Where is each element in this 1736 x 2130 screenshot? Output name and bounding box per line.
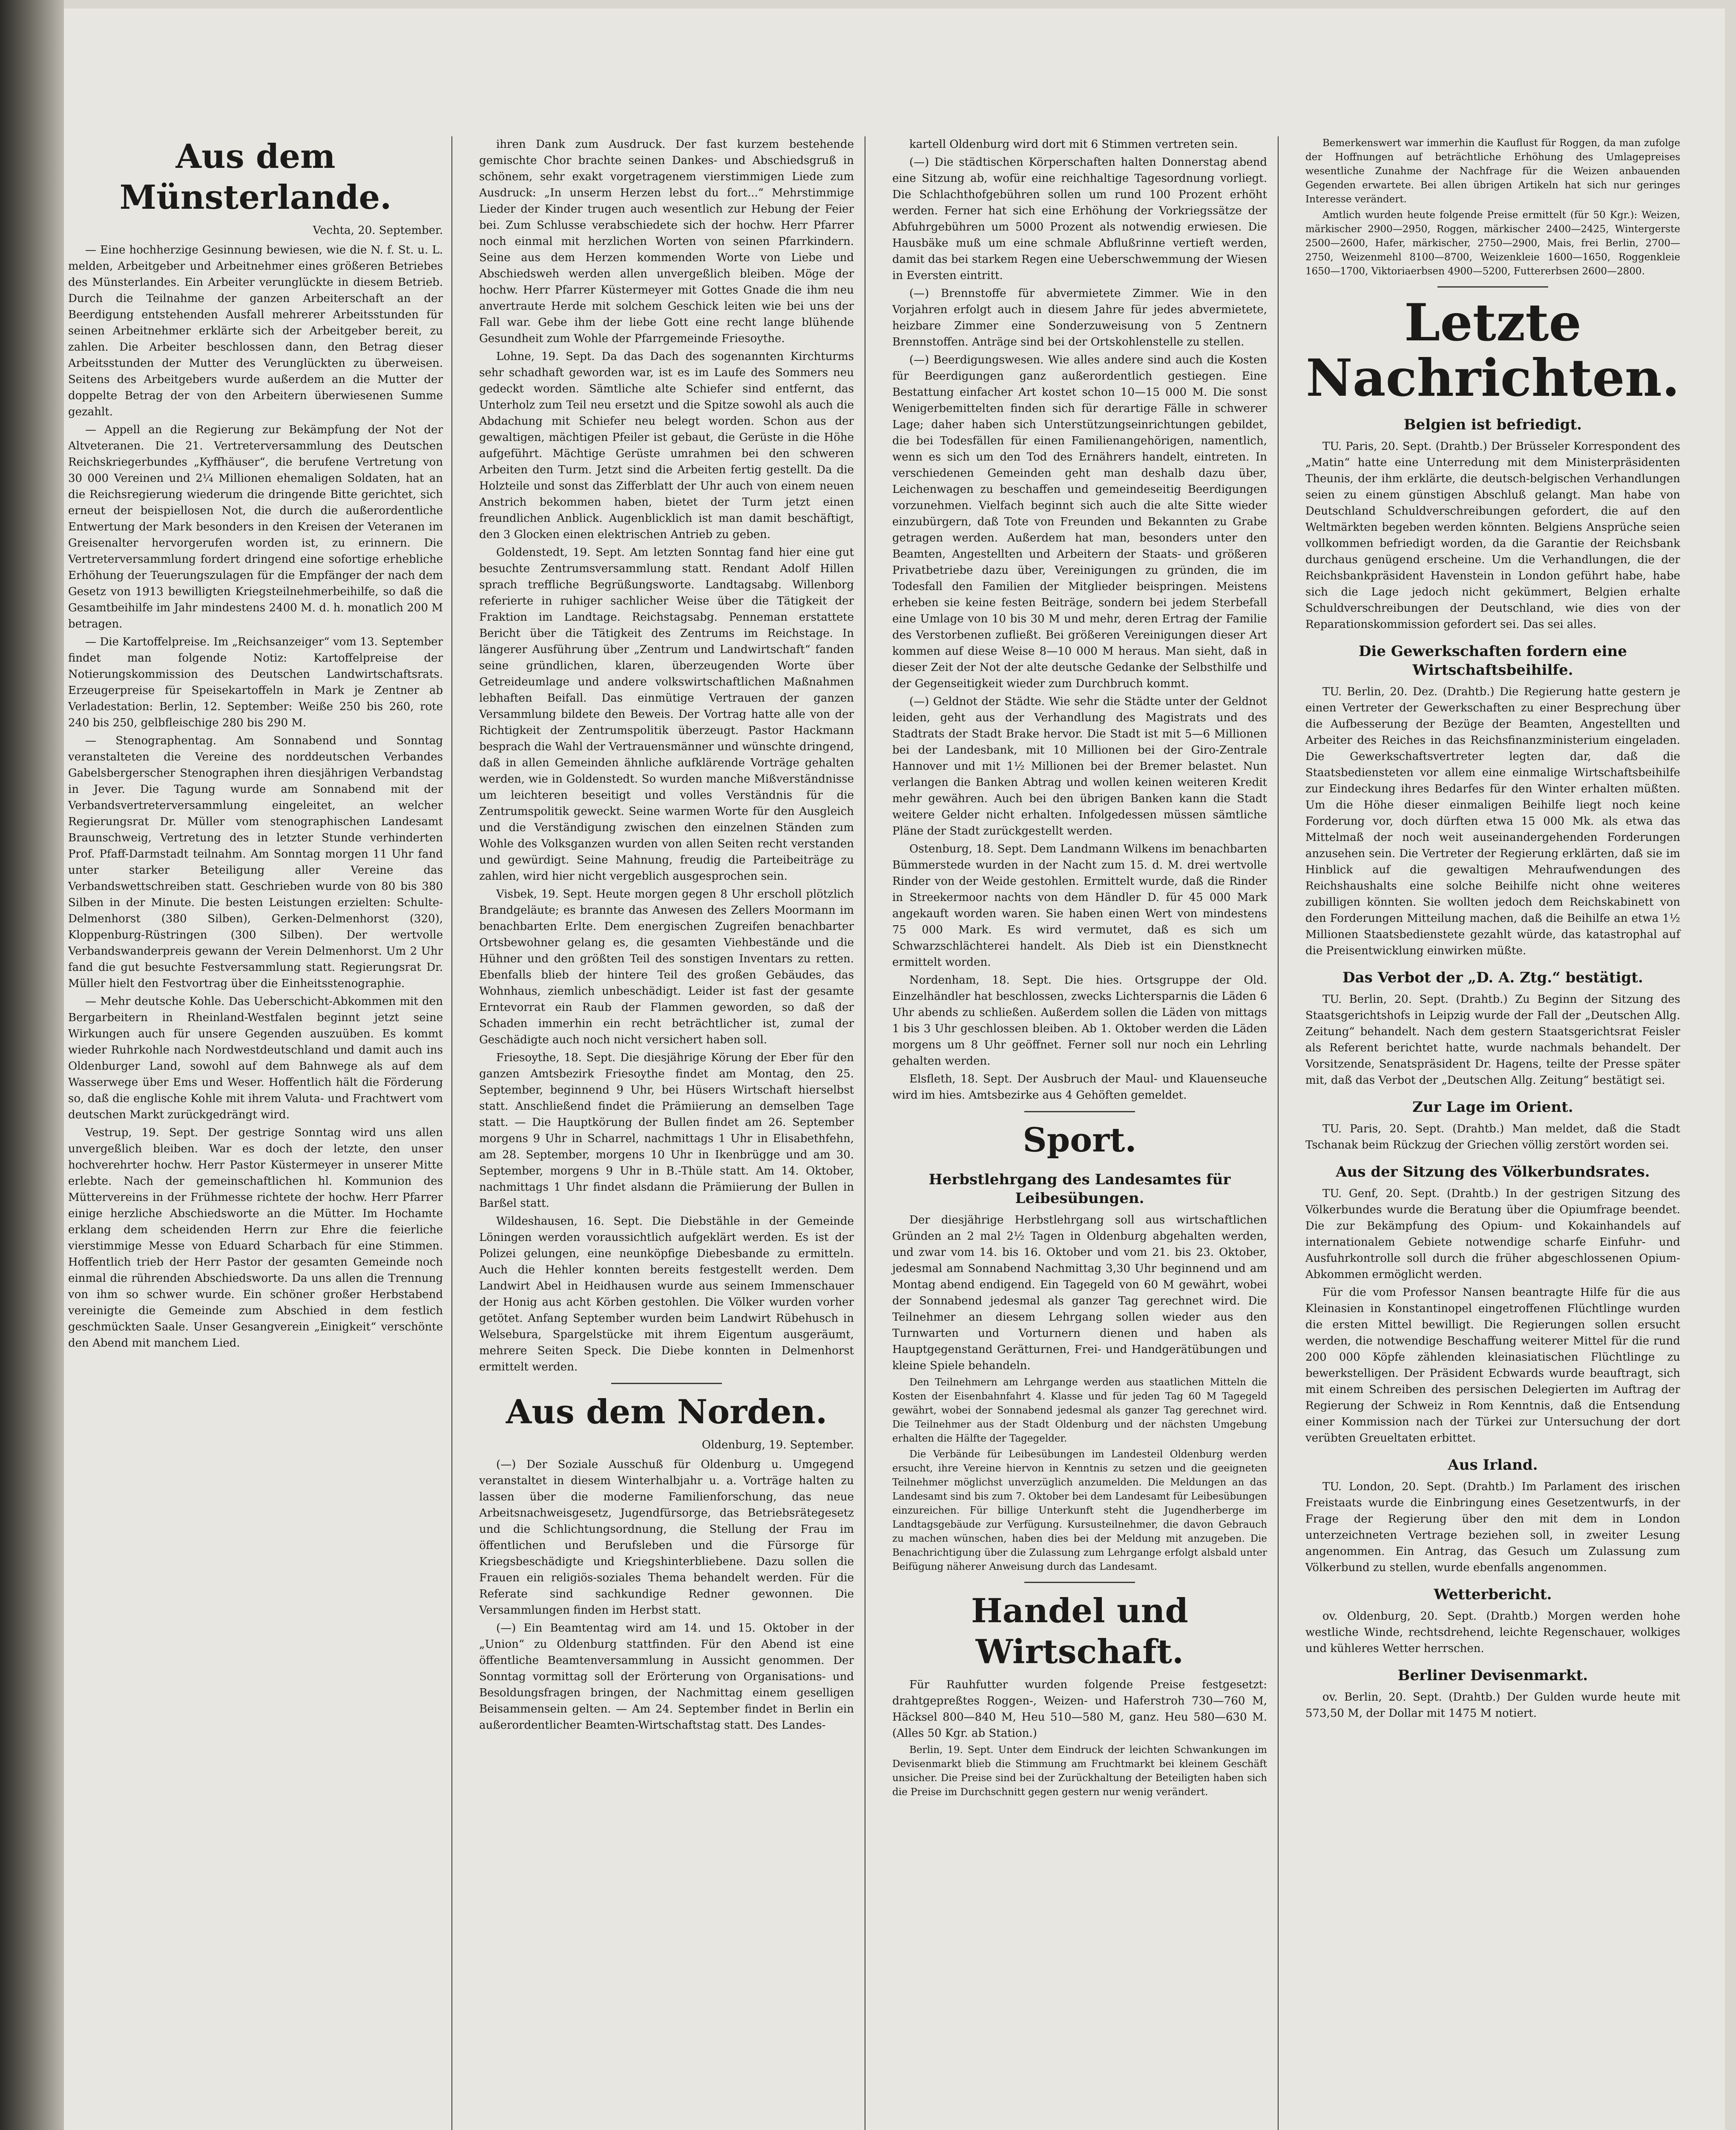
article-paragraph: (—) Die städtischen Körperschaften halten Donnerstag abend eine Sitzung ab, wofür eine reichhaltige Tagesordnung vorliegt. Die Schlachthofgebühren sollen um rund 100 Prozent erhöht werden. Ferner hat sich eine Erhöhung der Vorkriegssätze der Abfuhrgebühren um 5000 Prozent als notwendig erwiesen. Die Hausbäke muß um eine schmale Abflußrinne vertieft werden, damit das bei starkem Regen eine Ueberschwemmung der Wiesen in Eversten eintritt. [892, 156, 1267, 282]
article-paragraph: Friesoythe, 18. Sept. Die diesjährige Körung der Eber für den ganzen Amtsbezirk Friesoythe findet am Montag, den 25. September, beginnend 9 Uhr, bei Hüsers Wirtschaft hierselbst statt. Anschließend findet die Prämiierung an demselben Tage statt. — Die Hauptkörung der Bullen findet am 26. September morgens 9 Uhr in Scharrel, nachmittags 1 Uhr in Elisabethfehn, am 28. September, morgens 10 Uhr in Ikenbrügge und am 30. September, morgens 9 Uhr in B.-Thüle statt. Am 14. Oktober, nachmittags 1 Uhr findet alsdann die Prämiierung der Bullen in Barßel statt. [479, 1051, 854, 1210]
article-paragraph: Für Rauhfutter wurden folgende Preise festgesetzt: drahtgepreßtes Roggen-, Weizen- und Haferstroh 730—760 M, Häcksel 800—840 M, Heu 510—580 M, ganz. Heu 580—630 M. (Alles 50 Kgr. ab Station.) [892, 1678, 1267, 1740]
column-rule [1278, 136, 1279, 2130]
article-paragraph: kartell Oldenburg wird dort mit 6 Stimmen vertreten sein. [909, 138, 1238, 151]
article-paragraph: Vestrup, 19. Sept. Der gestrige Sonntag wird uns allen unvergeßlich bleiben. War es doch der letzte, den unser hochverehrter hochw. Herr Pastor Küstermeyer in unserer Mitte erlebte. Nach der gemeinschaftlichen hl. Kommunion des Müttervereins in der Frühmesse richtete der hochw. Herr Pfarrer einige herzliche Abschiedsworte an die Mütter. Im Hochamte erklang dem scheidenden Herrn zur Ehre die feierliche vierstimmige Messe von Eduard Scharbach für eine Stimmen. Hoffentlich trieb der Herr Pastor der gesamten Gemeinde noch einmal die rührenden Abschiedsworte. Da uns allen die Trennung von ihm so schwer wurde. Ein schöner großer Herbstabend vereinigte die Gemeinde zum Abschied in dem festlich geschmückten Saale. Unser Gesangverein „Einigkeit“ verschönte den Abend mit manchem Lied. [68, 1126, 443, 1350]
article-paragraph: ihren Dank zum Ausdruck. Der fast kurzem bestehende gemischte Chor brachte seinen Dankes- und Abschiedsgruß in schönem, sehr exakt vorgetragenem vierstimmigen Liede zum Ausdruck: „In unserm Herzen lebst du fort...“ Mehrstimmige Lieder der Kinder trugen auch wesentlich zur Hebung der Feier bei. Zum Schlusse verabschiedete sich der hochw. Herr Pfarrer noch einmal mit herzlichen Worten von seinen Pfarrkindern. Seine aus dem Herzen kommenden Worte von Liebe und Abschiedsweh werden allen unvergeßlich bleiben. Möge der hochw. Herr Pfarrer Küstermeyer mit Gottes Gnade die ihm neu anvertraute Herde mit solchem Geschick leiten wie bei uns der Fall war. Gebe ihm der liebe Gott eine recht lange blühende Gesundheit zum Wohle der Pfarrgemeinde Friesoythe. [479, 138, 854, 345]
article-headline: Herbstlehrgang des Landesamtes für Leibesübungen. [928, 1171, 1231, 1207]
column-2 [479, 136, 854, 1735]
article-paragraph: (—) Geldnot der Städte. Wie sehr die Städte unter der Geldnot leiden, geht aus der Verhandlung des Magistrats und des Stadtrats der Stadt Brake hervor. Die Stadt ist mit 5—6 Millionen bei der Landesbank, mit 10 Millionen bei der Giro-Zentrale Hannover und mit 1½ Millionen bei der Bremer belastet. Nun verlangen die Banken Abtrag und wollen keinen weiteren Kredit mehr gewähren. Auch bei den übrigen Banken kann die Stadt weitere Gelder nicht erhalten. Infolgedessen müssen sämtliche Pläne der Stadt zurückgestellt werden. [892, 695, 1267, 838]
column-4 [1305, 136, 1680, 1723]
article-paragraph: Für die vom Professor Nansen beantragte Hilfe für die aus Kleinasien in Konstantinopel eingetroffenen Flüchtlinge wurden die ersten Mittel bewilligt. Die Regierungen sollen ersucht werden, die notwendige Beschaffung weiterer Mittel für die rund 200 000 Köpfe zählenden kleinasiatischen Flüchtlinge zu bewerkstelligen. Der Präsident Ecbwards wurde beauftragt, sich mit einem Schreiben des persischen Delegierten im Auftrag der Regierung der Schweiz in Rom Kenntnis, daß die Entsendung einer Kommission nach der Türkei zur Untersuchung der dort verübten Greueltaten erbittet. [1305, 1286, 1680, 1445]
dateline: Vechta, 20. September. [313, 224, 443, 237]
article-paragraph: Der diesjährige Herbstlehrgang soll aus wirtschaftlichen Gründen an 2 mal 2½ Tagen in Oldenburg abgehalten werden, und zwar vom 14. bis 16. Oktober und vom 21. bis 23. Oktober, jedesmal am Sonnabend Nachmittag 3,30 Uhr beginnend und am Montag abend endigend. Ein Tagegeld von 60 M gewährt, wobei der Sonnabend jedesmal als ganzer Tag gerechnet wird. Die Teilnehmer an diesem Lehrgang sollen wieder aus den Turnwarten und Vorturnern dienen und haben als Hauptgegenstand Gerätturnen, Frei- und Handgerätübungen und kleine Spiele behandeln. [892, 1214, 1267, 1372]
article-paragraph: Lohne, 19. Sept. Da das Dach des sogenannten Kirchturms sehr schadhaft geworden war, ist es im Laufe des Sommers neu gedeckt worden. Sämtliche alte Schiefer sind entfernt, das Unterholz zum Teil neu ersetzt und die Spitze sowohl als auch die Abdachung mit Schiefer neu belegt worden. Schon aus der gewaltigen, mächtigen Pfeiler ist gebaut, die Gerüste in die Höhe aufgeführt. Mächtige Gerüste umrahmen bei den schweren Arbeiten den Turm. Jetzt sind die Arbeiten fertig gestellt. Da die Holzteile und sonst das Zifferblatt der Uhr auch von einem neuen Anstrich bekommen haben, bietet der Turm jetzt einen freundlichen Anblick. Augenblicklich ist man damit beschäftigt, den 3 Glocken einen elektrischen Antrieb zu geben. [479, 350, 854, 541]
article-paragraph: Berlin, 19. Sept. Unter dem Eindruck der leichten Schwankungen im Devisenmarkt blieb die Stimmung am Fruchtmarkt bei kleinem Geschäft unsicher. Die Preise sind bei der Zurückhaltung der Beteiligten haben sich die Preise im Durchschnitt gegen gestern nur wenig verändert. [892, 1744, 1267, 1798]
book-binding-shadow [0, 0, 64, 2130]
section-divider [1437, 286, 1548, 288]
article-paragraph: Amtlich wurden heute folgende Preise ermittelt (für 50 Kgr.): Weizen, märkischer 2900—2950, Roggen, märkischer 2400—2425, Wintergerste 2500—2600, Hafer, märkischer, 2750—2900, Mais, frei Berlin, 2700—2750, Weizenmehl 8100—8700, Weizenkleie 1600—1650, Roggenkleie 1650—1700, Viktoriaerbsen 4900—5200, Futtererbsen 2600—2800. [1305, 210, 1680, 277]
article-paragraph: Nordenham, 18. Sept. Die hies. Ortsgruppe der Old. Einzelhändler hat beschlossen, zwecks Lichtersparnis die Läden 6 Uhr abends zu schließen. Außerdem sollen die Läden von mittags 1 bis 3 Uhr geschlossen bleiben. Ab 1. Oktober werden die Läden morgens um 8 Uhr geöffnet. Ferner soll nur noch ein Lehrling gehalten werden. [892, 974, 1267, 1068]
article-headline: Wetterbericht. [1434, 1586, 1552, 1603]
article-paragraph: — Appell an die Regierung zur Bekämpfung der Not der Altveteranen. Die 21. Vertreterversammlung des Deutschen Reichskriegerbundes „Kyffhäuser“, die berufene Vertretung von 30 000 Vereinen und 2¼ Millionen ehemaligen Soldaten, hat an die Reichsregierung wiederum die dringende Bitte gerichtet, sich erneut der beispiellosen Not, die durch die außerordentliche Entwertung der Mark besonders in den Kreisen der Veteranen im Greisenalter hervorgerufen worden ist, zu erinnern. Die Vertreterversammlung fordert dringend eine sofortige erhebliche Erhöhung der Teuerungszulagen für die Empfänger der nach dem Gesetz von 1913 bewilligten Kriegsteilnehmerbeihilfe, so daß die Gesamtbeihilfe im Jahr mindestens 2400 M. d. h. monatlich 200 M betragen. [68, 423, 443, 630]
article-paragraph: Ostenburg, 18. Sept. Dem Landmann Wilkens im benachbarten Bümmerstede wurden in der Nacht zum 15. d. M. drei wertvolle Rinder von der Weide gestohlen. Ermittelt wurde, daß die Rinder in Streekermoor nachts von dem Händler D. für 45 000 Mark angekauft worden waren. Sie haben einen Wert von mindestens 75 000 Mark. Es wird vermutet, daß es sich um Schwarzschlächterei handelt. Als Dieb ist ein Dienstknecht ermittelt worden. [892, 843, 1267, 969]
article-paragraph: TU. Berlin, 20. Sept. (Drahtb.) Zu Beginn der Sitzung des Staatsgerichtshofs in Leipzig wurde der Fall der „Deutschen Allg. Zeitung“ behandelt. Nach dem gestern Staatsgerichtsrat Feisler als Referent berichtet hatte, wurde nachmals behandelt. Der Vorsitzende, Senatspräsident Dr. Hagens, teilte der Presse später mit, daß das Verbot der „Deutschen Allg. Zeitung“ bestätigt sei. [1305, 993, 1680, 1087]
article-paragraph: (—) Beerdigungswesen. Wie alles andere sind auch die Kosten für Beerdigungen ganz außerordentlich gestiegen. Eine Bestattung einfacher Art kostet schon 10—15 000 M. Die sonst Wenigerbemittelten finden sich für derartige Fälle in schwerer Lage; daher haben sich Unterstützungseinrichtungen gebildet, die bei Todesfällen für einen Familienangehörigen, namentlich, wenn es sich um den Tod des Ernährers handelt, eintreten. In verschiedenen Gemeinden geht man deshalb dazu über, Leichenwagen zu beschaffen und gemeindeseitig Beerdigungen vorzunehmen. Vielfach beginnt sich auch die alte Sitte wieder einzubürgern, daß Tote von Freunden und Bekannten zu Grabe getragen werden. Außerdem hat man, besonders unter den Beamten, Angestellten und Arbeitern der Staats- und größeren Privatbetriebe dazu über, Vereinigungen zu gründen, die im Todesfall den Familien der Mitglieder beispringen. Meistens erheben sie keine festen Beiträge, sondern bei jedem Sterbefall eine Umlage von 10 bis 30 M und mehr, deren Ertrag der Familie des Verstorbenen zufließt. Bei größeren Vereinigungen dieser Art kommen auf diese Weise 8—10 000 M heraus. Man sieht, daß in dieser Zeit der Not der alte deutsche Gedanke der Selbsthilfe und der Gegenseitigkeit wieder zum Durchbruch kommt. [892, 354, 1267, 690]
article-paragraph: Wildeshausen, 16. Sept. Die Diebstähle in der Gemeinde Löningen werden voraussichtlich aufgeklärt werden. Es ist der Polizei gelungen, eine neunköpfige Diebesbande zu ermitteln. Auch die Hehler konnten bereits festgestellt werden. Dem Landwirt Abel in Heidhausen wurde aus seinem Immenschauer der Honig aus acht Körben gestohlen. Die Völker wurden vorher getötet. Anfang September wurden beim Landwirt Rübehusch in Welsebura, Spargelstücke mit ihrem Eigentum ausgeräumt, mehrere Seiten Speck. Die Diebe konnten in Delmenhorst ermittelt werden. [479, 1215, 854, 1373]
article-headline: Zur Lage im Orient. [1412, 1099, 1573, 1116]
section-title: Letzte Nachrichten. [1306, 293, 1680, 408]
article-paragraph: Visbek, 19. Sept. Heute morgen gegen 8 Uhr erscholl plötzlich Brandgeläute; es brannte das Anwesen des Zellers Moormann im benachbarten Erlte. Dem energischen Zugreifen benachbarter Ortsbewohner gelang es, die gesamten Viehbestände und die Hühner und den größten Teil des sonstigen Inventars zu retten. Ebenfalls blieb der hintere Teil des großen Gebäudes, das Wohnhaus, ziemlich unbeschädigt. Leider ist fast der gesamte Erntevorrat ein Raub der Flammen geworden, so daß der Schaden immerhin ein recht beträchtlicher ist, zumal der Geschädigte auch noch nicht versichert haben soll. [479, 888, 854, 1046]
column-rule [451, 136, 452, 2130]
article-paragraph: — Mehr deutsche Kohle. Das Ueberschicht-Abkommen mit den Bergarbeitern in Rheinland-Westfalen beginnt jetzt seine Wirkungen auch für unsere Gegenden auszuüben. Es kommt wieder Ruhrkohle nach Nordwestdeutschland und damit auch ins Oldenburger Land, sowohl auf dem Bahnwege als auf dem Wasserwege über Ems und Weser. Hoffentlich hält die Förderung so, daß die englische Kohle mit ihrem Valuta- und Frachtwert vom deutschen Markt zurückgedrängt wird. [68, 995, 443, 1121]
column-1 [68, 136, 443, 1353]
article-paragraph: Bemerkenswert war immerhin die Kauflust für Roggen, da man zufolge der Hoffnungen auf beträchtliche Erhöhung des Umlagepreises wesentliche Zunahme der Nachfrage für die Weizen anbauenden Gegenden erwartete. Bei allen übrigen Artikeln hat sich nur geringes Interesse verändert. [1305, 138, 1680, 205]
article-headline: Das Verbot der „D. A. Ztg.“ bestätigt. [1342, 969, 1643, 986]
article-headline: Belgien ist befriedigt. [1403, 416, 1582, 433]
article-paragraph: (—) Der Soziale Ausschuß für Oldenburg u. Umgegend veranstaltet in diesem Winterhalbjahr u. a. Vorträge halten zu lassen über die moderne Familienforschung, das neue Arbeitsnachweisgesetz, Jugendfürsorge, das Betriebsrätegesetz und die Schlichtungsordnung, die Stellung der Frau im öffentlichen und Berufsleben und die Fürsorge für Kriegsbeschädigte und Kriegshinterbliebene. Dazu sollen die Frauen ein religiös-soziales Thema behandelt werden. Für die Referate sind sachkundige Redner gewonnen. Die Versammlungen finden im Herbst statt. [479, 1458, 854, 1617]
article-paragraph: Den Teilnehmern am Lehrgange werden aus staatlichen Mitteln die Kosten der Eisenbahnfahrt 4. Klasse und für jeden Tag 60 M Tagegeld gewährt, wobei der Sonnabend jedesmal als ganzer Tag gerechnet wird. Die Teilnehmer aus der Stadt Oldenburg und der nächsten Umgebung erhalten die Hälfte der Tagegelder. [892, 1377, 1267, 1444]
article-headline: Die Gewerkschaften fordern eine Wirtschaftsbeihilfe. [1358, 643, 1627, 679]
article-headline: Berliner Devisenmarkt. [1397, 1667, 1588, 1684]
article-paragraph: TU. London, 20. Sept. (Drahtb.) Im Parlament des irischen Freistaats wurde die Einbringung eines Gesetzentwurfs, in der Frage der Regierung über den mit dem in London unterzeichneten Vertrage beziehen soll, in zweiter Lesung angenommen. Ein Antrag, das Gesuch um Zulassung zum Völkerbund zu stellen, wurde ebenfalls angenommen. [1305, 1480, 1680, 1574]
section-divider [1024, 1582, 1135, 1583]
article-paragraph: — Die Kartoffelpreise. Im „Reichsanzeiger“ vom 13. September findet man folgende Notiz: Kartoffelpreise der Notierungskommission des Deutschen Landwirtschaftsrats. Erzeugerpreise für Speisekartoffeln in Mark je Zentner ab Verladestation: Berlin, 12. September: Weiße 250 bis 260, rote 240 bis 250, gelbfleischige 280 bis 290 M. [68, 636, 443, 729]
article-paragraph: (—) Ein Beamtentag wird am 14. und 15. Oktober in der „Union“ zu Oldenburg stattfinden. Für den Abend ist eine öffentliche Beamtenversammlung in Aussicht genommen. Der Sonntag vormittag soll der Erörterung von Organisations- und Besoldungsfragen bringen, der Nachmittag einem geselligen Beisammensein gelten. — Am 24. September findet in Berlin ein außerordentlicher Beamten-Wirtschaftstag statt. Des Landes- [479, 1622, 854, 1732]
article-paragraph: (—) Brennstoffe für abvermietete Zimmer. Wie in den Vorjahren erfolgt auch in diesem Jahre für jedes abvermietete, heizbare Zimmer eine Sonderzuweisung von 5 Zentnern Brennstoffen. Anträge sind bei der Ortskohlenstelle zu stellen. [892, 287, 1267, 348]
article-paragraph: TU. Berlin, 20. Dez. (Drahtb.) Die Regierung hatte gestern je einen Vertreter der Gewerkschaften zu einer Besprechung über die Aufbesserung der Bezüge der Beamten, Angestellten und Arbeiter des Reiches in das Reichsfinanzministerium eingeladen. Die Gewerkschaftsvertreter legten dar, daß die Staatsbediensteten vor allem eine einmalige Wirtschaftsbeihilfe zur Eindeckung ihres Bedarfes für den Winter erhalten müßten. Um die Höhe dieser einmaligen Beihilfe liegt noch keine Forderung vor, doch dürften etwa 15 000 Mk. als etwa das Mittelmaß der noch weit auseinandergehenden Forderungen anzusehen sein. Die Vertreter der Regierung erklärten, daß sie im Hinblick auf die gewaltigen Mehraufwendungen des Reichshaushalts eine solche Beihilfe nicht ohne weiteres zubilligen könnten. Sie wollten jedoch dem Reichskabinett von den Forderungen Mitteilung machen, daß die Beihilfe an etwa 1½ Millionen Staatsbedienstete gezahlt würde, das katastrophal auf die Preisentwicklung einwirken müßte. [1305, 685, 1680, 957]
article-headline: Aus Irland. [1448, 1456, 1538, 1474]
article-paragraph: — Stenographentag. Am Sonnabend und Sonntag veranstalteten die Vereine des norddeutschen Verbandes Gabelsbergerscher Stenographen ihren diesjährigen Verbandstag in Jever. Die Tagung wurde am Sonnabend mit der Verbandsvertreterversammlung eingeleitet, an welcher Regierungsrat Dr. Müller vom stenographischen Landesamt Braunschweig, Vertretung des in letzter Stunde verhinderten Prof. Pfaff-Darmstadt teilnahm. Am Sonntag morgen 11 Uhr fand unter starker Beteiligung aller Vereine das Verbandswettschreiben statt. Geschrieben wurde von 80 bis 380 Silben in der Minute. Die besten Leistungen erzielten: Schulte-Delmenhorst (380 Silben), Gerken-Delmenhorst (320), Kloppenburg-Rüstringen (300 Silben). Der wertvolle Verbandswanderpreis gewann der Verein Delmenhorst. Um 2 Uhr fand die gut besuchte Festversammlung statt. Regierungsrat Dr. Müller hielt den Festvortrag über die Einheitsstenographie. [68, 734, 443, 990]
article-paragraph: Elsfleth, 18. Sept. Der Ausbruch der Maul- und Klauenseuche wird im hies. Amtsbezirke aus 4 Gehöften gemeldet. [892, 1073, 1267, 1102]
section-title: Aus dem Norden. [506, 1393, 828, 1431]
article-paragraph: TU. Paris, 20. Sept. (Drahtb.) Der Brüsseler Korrespondent des „Matin“ hatte eine Unterredung mit dem Ministerpräsidenten Theunis, der ihm erklärte, die deutsch-belgischen Verhandlungen seien zu einem günstigen Abschluß gelangt. Man habe von Deutschland Schuldverschreibungen gefordert, die auf den Weltmärkten begeben werden könnten. Belgiens Ansprüche seien vollkommen befriedigt worden, da die Garantie der Reichsbank durchaus genügend erscheine. Um die Verhandlungen, die der Reichsbankpräsident Havenstein in London geführt habe, habe sich die Lage jedoch nicht gekümmert, Belgien erhalte Schuldverschreibungen der Deutschland, wie dies von der Reparationskommission gefordert sei. Das sei alles. [1305, 440, 1680, 631]
article-paragraph: Die Verbände für Leibesübungen im Landesteil Oldenburg werden ersucht, ihre Vereine hiervon in Kenntnis zu setzen und die geeigneten Teilnehmer möglichst unverzüglich anzumelden. Die Meldungen an das Landesamt sind bis zum 7. Oktober bei dem Landesamt für Leibesübungen einzureichen. Für billige Unterkunft steht die Jugendherberge im Landtagsgebäude zur Verfügung. Kursusteilnehmer, die davon Gebrauch zu machen wünschen, haben dies bei der Meldung mit anzugeben. Die Benachrichtigung über die Zulassung zum Lehrgange erfolgt alsbald unter Beifügung näherer Anweisung durch das Landesamt. [892, 1449, 1267, 1572]
newspaper-page [64, 9, 1725, 2130]
article-headline: Aus der Sitzung des Völkerbundsrates. [1336, 1163, 1650, 1180]
dateline: Oldenburg, 19. September. [701, 1439, 854, 1451]
section-title: Aus dem Münsterlande. [119, 137, 392, 217]
section-title: Handel und Wirtschaft. [971, 1592, 1188, 1671]
article-paragraph: TU. Genf, 20. Sept. (Drahtb.) In der gestrigen Sitzung des Völkerbundes wurde die Beratung über die Opiumfrage beendet. Die zur Bekämpfung des Opium- und Kokainhandels auf internationalem Gebiete notwendige scharfe Einfuhr- und Ausfuhrkontrolle soll durch die früher abgeschlossenen Opium-Abkommen ermöglicht werden. [1305, 1187, 1680, 1281]
article-paragraph: ov. Berlin, 20. Sept. (Drahtb.) Der Gulden wurde heute mit 573,50 M, der Dollar mit 1475 M notiert. [1305, 1691, 1680, 1720]
column-3 [892, 136, 1267, 1801]
section-title: Sport. [1023, 1121, 1137, 1160]
article-paragraph: ov. Oldenburg, 20. Sept. (Drahtb.) Morgen werden hohe westliche Winde, rechtsdrehend, leichte Regenschauer, wolkiges und kühleres Wetter herrschen. [1305, 1610, 1680, 1655]
article-paragraph: Goldenstedt, 19. Sept. Am letzten Sonntag fand hier eine gut besuchte Zentrumsversammlung statt. Rendant Adolf Hillen sprach treffliche Begrüßungsworte. Landtagsabg. Willenborg referierte in ruhiger sachlicher Weise über die Tätigkeit der Fraktion im Landtage. Reichstagsabg. Penneman erstattete Bericht über die Tätigkeit des Zentrums im Reichstage. In längerer Ausführung über „Zentrum und Landwirtschaft“ fanden seine gründlichen, klaren, überzeugenden Worte über Getreideumlage und andere volkswirtschaftlichen Maßnahmen lebhaften Beifall. Das einmütige Vertrauen der ganzen Versammlung bildete den Beweis. Der Vortrag hatte alle von der Richtigkeit der Zentrumspolitik überzeugt. Pastor Hackmann besprach die Wahl der Vertrauensmänner und wünschte dringend, daß in allen Gemeinden ähnliche aufklärende Vorträge gehalten werden, wie in Goldenstedt. So wurden manche Mißverständnisse um leichteren beseitigt und volles Verständnis für die Zentrumspolitik geweckt. Seine warmen Worte für den Ausgleich und die Verständigung zwischen den einzelnen Ständen zum Wohle des Volksganzen wurden von allen Seiten recht verstanden und gewürdigt. Seine Mahnung, freudig die Parteibeiträge zu zahlen, wird hier nicht vergeblich ausgesprochen sein. [479, 546, 854, 883]
section-divider [611, 1383, 722, 1384]
article-paragraph: — Eine hochherzige Gesinnung bewiesen, wie die N. f. St. u. L. melden, Arbeitgeber und Arbeitnehmer eines größeren Betriebes des Münsterlandes. Ein Arbeiter verunglückte in diesem Betrieb. Durch die Teilnahme der ganzen Arbeiterschaft an der Beerdigung entstehenden Ausfall mehrerer Arbeitsstunden für seinen Arbeitnehmer erklärte sich der Arbeitgeber bereit, zu zahlen. Die Arbeiter beschlossen dann, den Betrag dieser Arbeitsstunden der Mutter des Verunglückten zu überweisen. Seitens des Arbeitgebers wurde außerdem an die Mutter der doppelte Betrag der von den Arbeitern überwiesenen Summe gezahlt. [68, 244, 443, 418]
article-paragraph: TU. Paris, 20. Sept. (Drahtb.) Man meldet, daß die Stadt Tschanak beim Rückzug der Griechen völlig zerstört worden sei. [1305, 1123, 1680, 1151]
section-divider [1024, 1111, 1135, 1112]
